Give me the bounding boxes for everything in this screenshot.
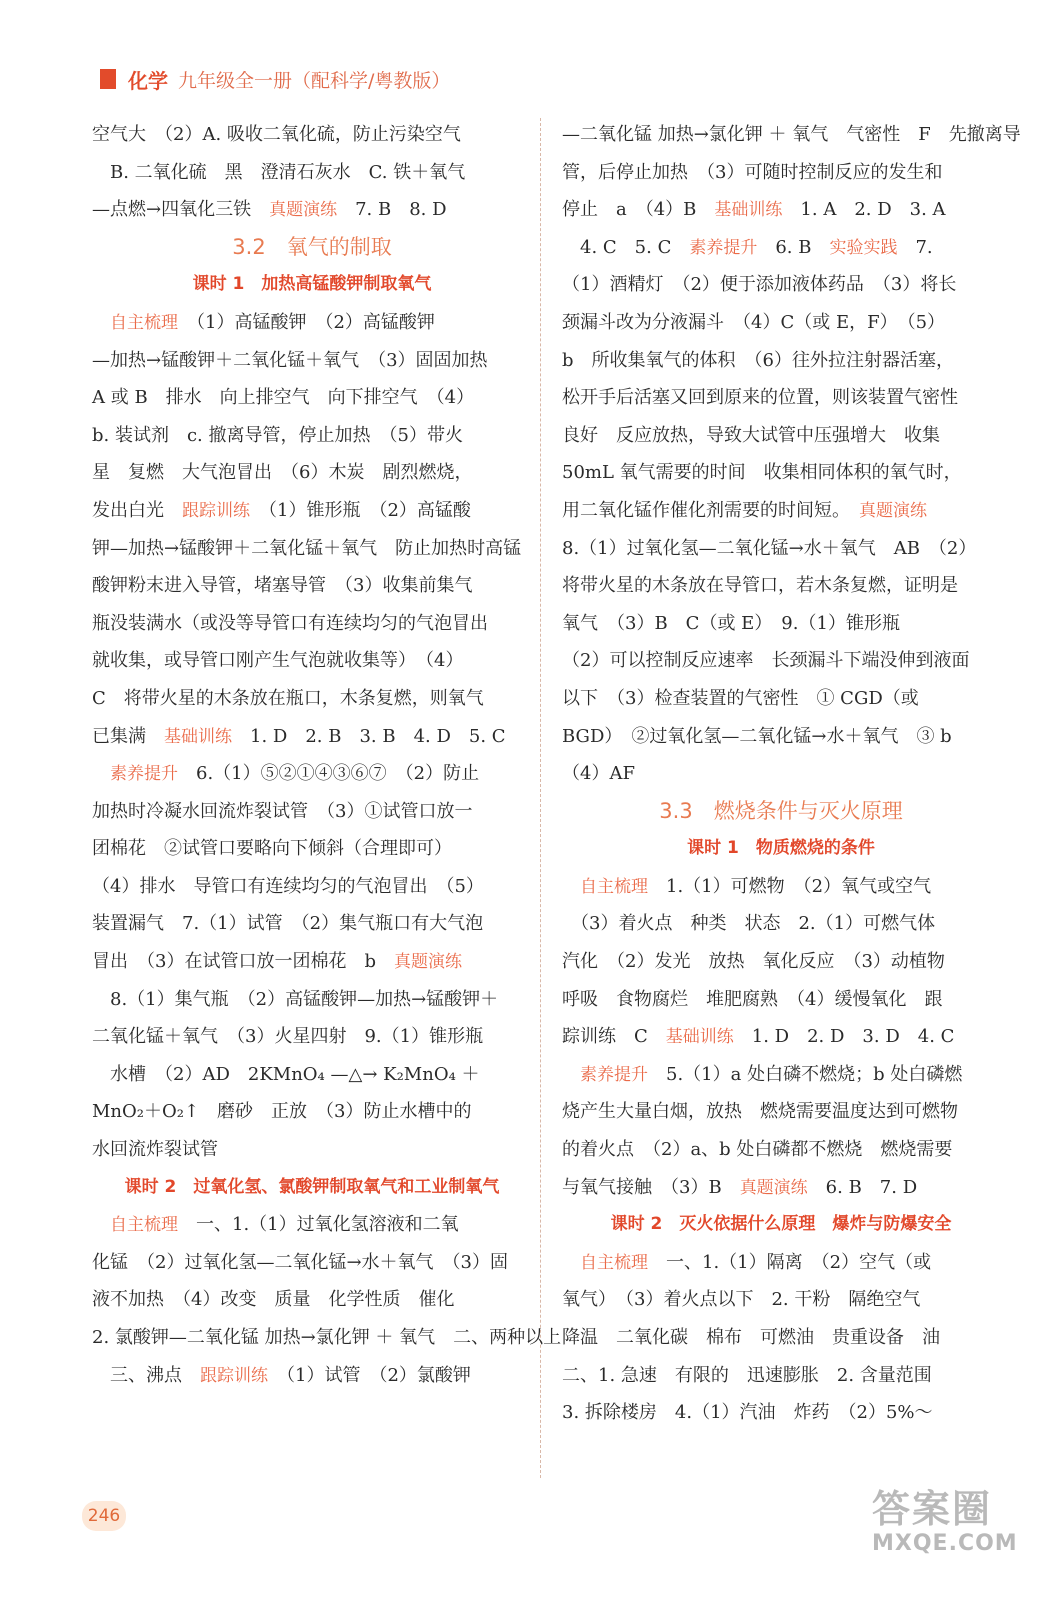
right-column [562, 116, 1021, 1432]
answer-line: 停止 a （4）B 基础训练 1. A 2. D 3. A [562, 199, 946, 221]
practice-tag: 基础训练 [714, 200, 783, 221]
answer-line: 化锰 （2）过氧化氢—二氧化锰→水＋氧气 （3）固 [92, 1251, 508, 1273]
section-title: 3.2 氧气的制取 [232, 234, 392, 259]
answer-line: 降温 二氧化碳 棉布 可燃油 贵重设备 油 [562, 1327, 940, 1348]
answer-line: 三、沸点 跟踪训练 （1）试管 （2）氯酸钾 [92, 1364, 471, 1386]
watermark-site: MXQE.COM [872, 1531, 1018, 1556]
answer-line: 已集满 基础训练 1. D 2. B 3. B 4. D 5. C [92, 725, 506, 747]
answer-line: 8.（1）过氧化氢—二氧化锰→水＋氧气 AB （2） [562, 537, 977, 559]
answer-line: 4. C 5. C 素养提升 6. B 实验实践 7. [562, 236, 933, 258]
answer-line: 松开手后活塞又回到原来的位置，则该装置气密性 [562, 387, 958, 409]
answer-line: —点燃→四氧化三铁 真题演练 7. B 8. D [92, 199, 447, 221]
answer-line: 团棉花 ②试管口要略向下倾斜（合理即可） [92, 838, 452, 860]
answer-line: 水槽 （2）AD 2KMnO₄ —△→ K₂MnO₄ ＋ [92, 1063, 480, 1085]
practice-tag: 自主梳理 [580, 1252, 648, 1273]
practice-tag: 真题演练 [393, 952, 462, 973]
answer-line: 呼吸 食物腐烂 堆肥腐熟 （4）缓慢氧化 跟 [562, 988, 943, 1010]
answer-line: 自主梳理 1.（1）可燃物 （2）氧气或空气 [580, 875, 932, 897]
answer-line: B. 二氧化硫 黑 澄清石灰水 C. 铁＋氧气 [92, 161, 466, 183]
answer-line: 以下 （3）检查装置的气密性 ① CGD（或 [562, 687, 919, 709]
answer-line: 2. 氯酸钾—二氧化锰 加热→氯化钾 ＋ 氧气 二、两种以上 [92, 1327, 562, 1348]
answer-line: 汽化 （2）发光 放热 氧化反应 （3）动植物 [562, 951, 945, 973]
practice-tag: 跟踪训练 [182, 500, 250, 521]
answer-line: 将带火星的木条放在导管口，若木条复燃，证明是 [562, 575, 958, 597]
subject-title: 化学 [128, 68, 168, 93]
answer-line: 空气大 （2）A. 吸收二氧化硫，防止污染空气 [92, 124, 461, 145]
answer-line: BGD） ②过氧化氢—二氧化锰→水＋氧气 ③ b [562, 725, 952, 747]
answer-line: 二、1. 急速 有限的 迅速膨胀 2. 含量范围 [562, 1364, 932, 1386]
answer-line: 就收集，或导管口刚产生气泡就收集等） （4） [92, 650, 464, 672]
answer-line: 氧气 （3）B C（或 E） 9.（1）锥形瓶 [562, 612, 900, 634]
answer-line: 素养提升 5.（1）a 处白磷不燃烧；b 处白磷燃 [580, 1063, 963, 1085]
answer-line: 星 复燃 大气泡冒出 （6）木炭 剧烈燃烧， [92, 462, 473, 484]
answer-line: C 将带火星的木条放在瓶口，木条复燃，则氧气 [92, 687, 484, 709]
lesson-title: 课时 1 加热高锰酸钾制取氧气 [192, 274, 432, 295]
answer-line: （4）AF [562, 763, 635, 785]
book-mark-icon [100, 69, 116, 89]
answer-line: 加热时冷凝水回流炸裂试管 （3）①试管口放一 [92, 800, 473, 822]
answer-line: 与氧气接触 （3）B 真题演练 6. B 7. D [562, 1176, 918, 1198]
practice-tag: 真题演练 [859, 500, 927, 521]
answer-line: 3. 拆除楼房 4.（1）汽油 炸药 （2）5%～ [562, 1402, 933, 1424]
section-title: 3.3 燃烧条件与灭火原理 [659, 798, 903, 823]
answer-line: A 或 B 排水 向上排空气 向下排空气 （4） [92, 387, 475, 409]
answer-line: 的着火点 （2）a、b 处白磷都不燃烧 燃烧需要 [562, 1139, 953, 1161]
answer-line: 自主梳理 （1）高锰酸钾 （2）高锰酸钾 [110, 311, 435, 333]
lesson-title: 课时 2 过氧化氢、氯酸钾制取氧气和工业制氧气 [124, 1176, 500, 1197]
answer-line: b 所收集氧气的体积 （6）往外拉注射器活塞， [562, 349, 954, 371]
lesson-title: 课时 2 灭火依据什么原理 爆炸与防爆安全 [610, 1214, 952, 1235]
practice-tag: 实验实践 [829, 237, 898, 258]
answer-line: 水回流炸裂试管 [92, 1139, 218, 1161]
practice-tag: 跟踪训练 [200, 1365, 268, 1386]
practice-tag: 基础训练 [665, 1027, 734, 1048]
practice-tag: 素养提升 [110, 764, 178, 785]
left-column [92, 116, 562, 1394]
answer-line: 踪训练 C 基础训练 1. D 2. D 3. D 4. C [562, 1026, 955, 1048]
practice-tag: 素养提升 [689, 237, 758, 258]
column-divider [540, 118, 541, 1478]
answer-line: 发出白光 跟踪训练 （1）锥形瓶 （2）高锰酸 [92, 499, 471, 521]
answer-line: （4）排水 导管口有连续均匀的气泡冒出 （5） [92, 875, 484, 897]
answer-line: 烧产生大量白烟，放热 燃烧需要温度达到可燃物 [562, 1101, 958, 1123]
answer-line: 颈漏斗改为分液漏斗 （4）C（或 E，F） （5） [562, 311, 946, 333]
page-number: 246 [82, 1501, 126, 1531]
answer-line: 用二氧化锰作催化剂需要的时间短。 真题演练 [562, 499, 927, 521]
answer-line: b. 装试剂 c. 撤离导管，停止加热 （5）带火 [92, 424, 463, 446]
answer-line: （3）着火点 种类 状态 2.（1）可燃气体 [562, 913, 936, 935]
answer-line: —加热→锰酸钾＋二氧化锰＋氧气 （3）固固加热 [92, 349, 488, 371]
answer-line: 瓶没装满水（或没等导管口有连续均匀的气泡冒出 [92, 612, 488, 634]
practice-tag: 真题演练 [269, 200, 338, 221]
practice-tag: 自主梳理 [110, 312, 178, 333]
answer-line: 氧气） （3）着火点以下 2. 干粉 隔绝空气 [562, 1289, 921, 1311]
answer-line: 管，后停止加热 （3）可随时控制反应的发生和 [562, 161, 943, 183]
answer-line: 二氧化锰＋氧气 （3）火星四射 9.（1）锥形瓶 [92, 1026, 484, 1048]
answer-line: 自主梳理 一、1.（1）隔离 （2）空气（或 [580, 1251, 932, 1273]
answer-line: 自主梳理 一、1.（1）过氧化氢溶液和二氧 [110, 1214, 459, 1236]
lesson-title: 课时 1 物质燃烧的条件 [687, 838, 875, 859]
answer-line: （2）可以控制反应速率 长颈漏斗下端没伸到液面 [562, 650, 970, 672]
answer-line: 良好 反应放热，导致大试管中压强增大 收集 [562, 424, 940, 446]
answer-line: 钾—加热→锰酸钾＋二氧化锰＋氧气 防止加热时高锰 [92, 537, 522, 559]
answer-line: （1）酒精灯 （2）便于添加液体药品 （3）将长 [562, 274, 957, 296]
answer-line: 素养提升 6.（1）⑤②①④③⑥⑦ （2）防止 [110, 763, 480, 785]
answer-line: 装置漏气 7.（1）试管 （2）集气瓶口有大气泡 [92, 913, 484, 935]
answer-line: 酸钾粉末进入导管，堵塞导管 （3）收集前集气 [92, 575, 473, 597]
watermark [872, 1478, 1032, 1578]
answer-line: —二氧化锰 加热→氯化钾 ＋ 氧气 气密性 F 先撤离导 [562, 124, 1021, 145]
answer-line: 液不加热 （4）改变 质量 化学性质 催化 [92, 1289, 455, 1311]
book-info: 九年级全一册（配科学/粤教版） [178, 69, 451, 92]
practice-tag: 真题演练 [739, 1177, 808, 1198]
page-header [100, 64, 450, 94]
practice-tag: 基础训练 [164, 726, 232, 747]
practice-tag: 素养提升 [580, 1064, 648, 1085]
watermark-logo: 答案圈 [872, 1487, 993, 1531]
answer-line: 冒出 （3）在试管口放一团棉花 b 真题演练 [92, 951, 462, 973]
answer-line: 50mL 氧气需要的时间 收集相同体积的氧气时， [562, 462, 962, 484]
practice-tag: 自主梳理 [580, 876, 648, 897]
answer-line: 8.（1）集气瓶 （2）高锰酸钾—加热→锰酸钾＋ [92, 988, 499, 1010]
practice-tag: 自主梳理 [110, 1215, 178, 1236]
answer-line: MnO₂＋O₂↑ 磨砂 正放 （3）防止水槽中的 [92, 1101, 472, 1123]
